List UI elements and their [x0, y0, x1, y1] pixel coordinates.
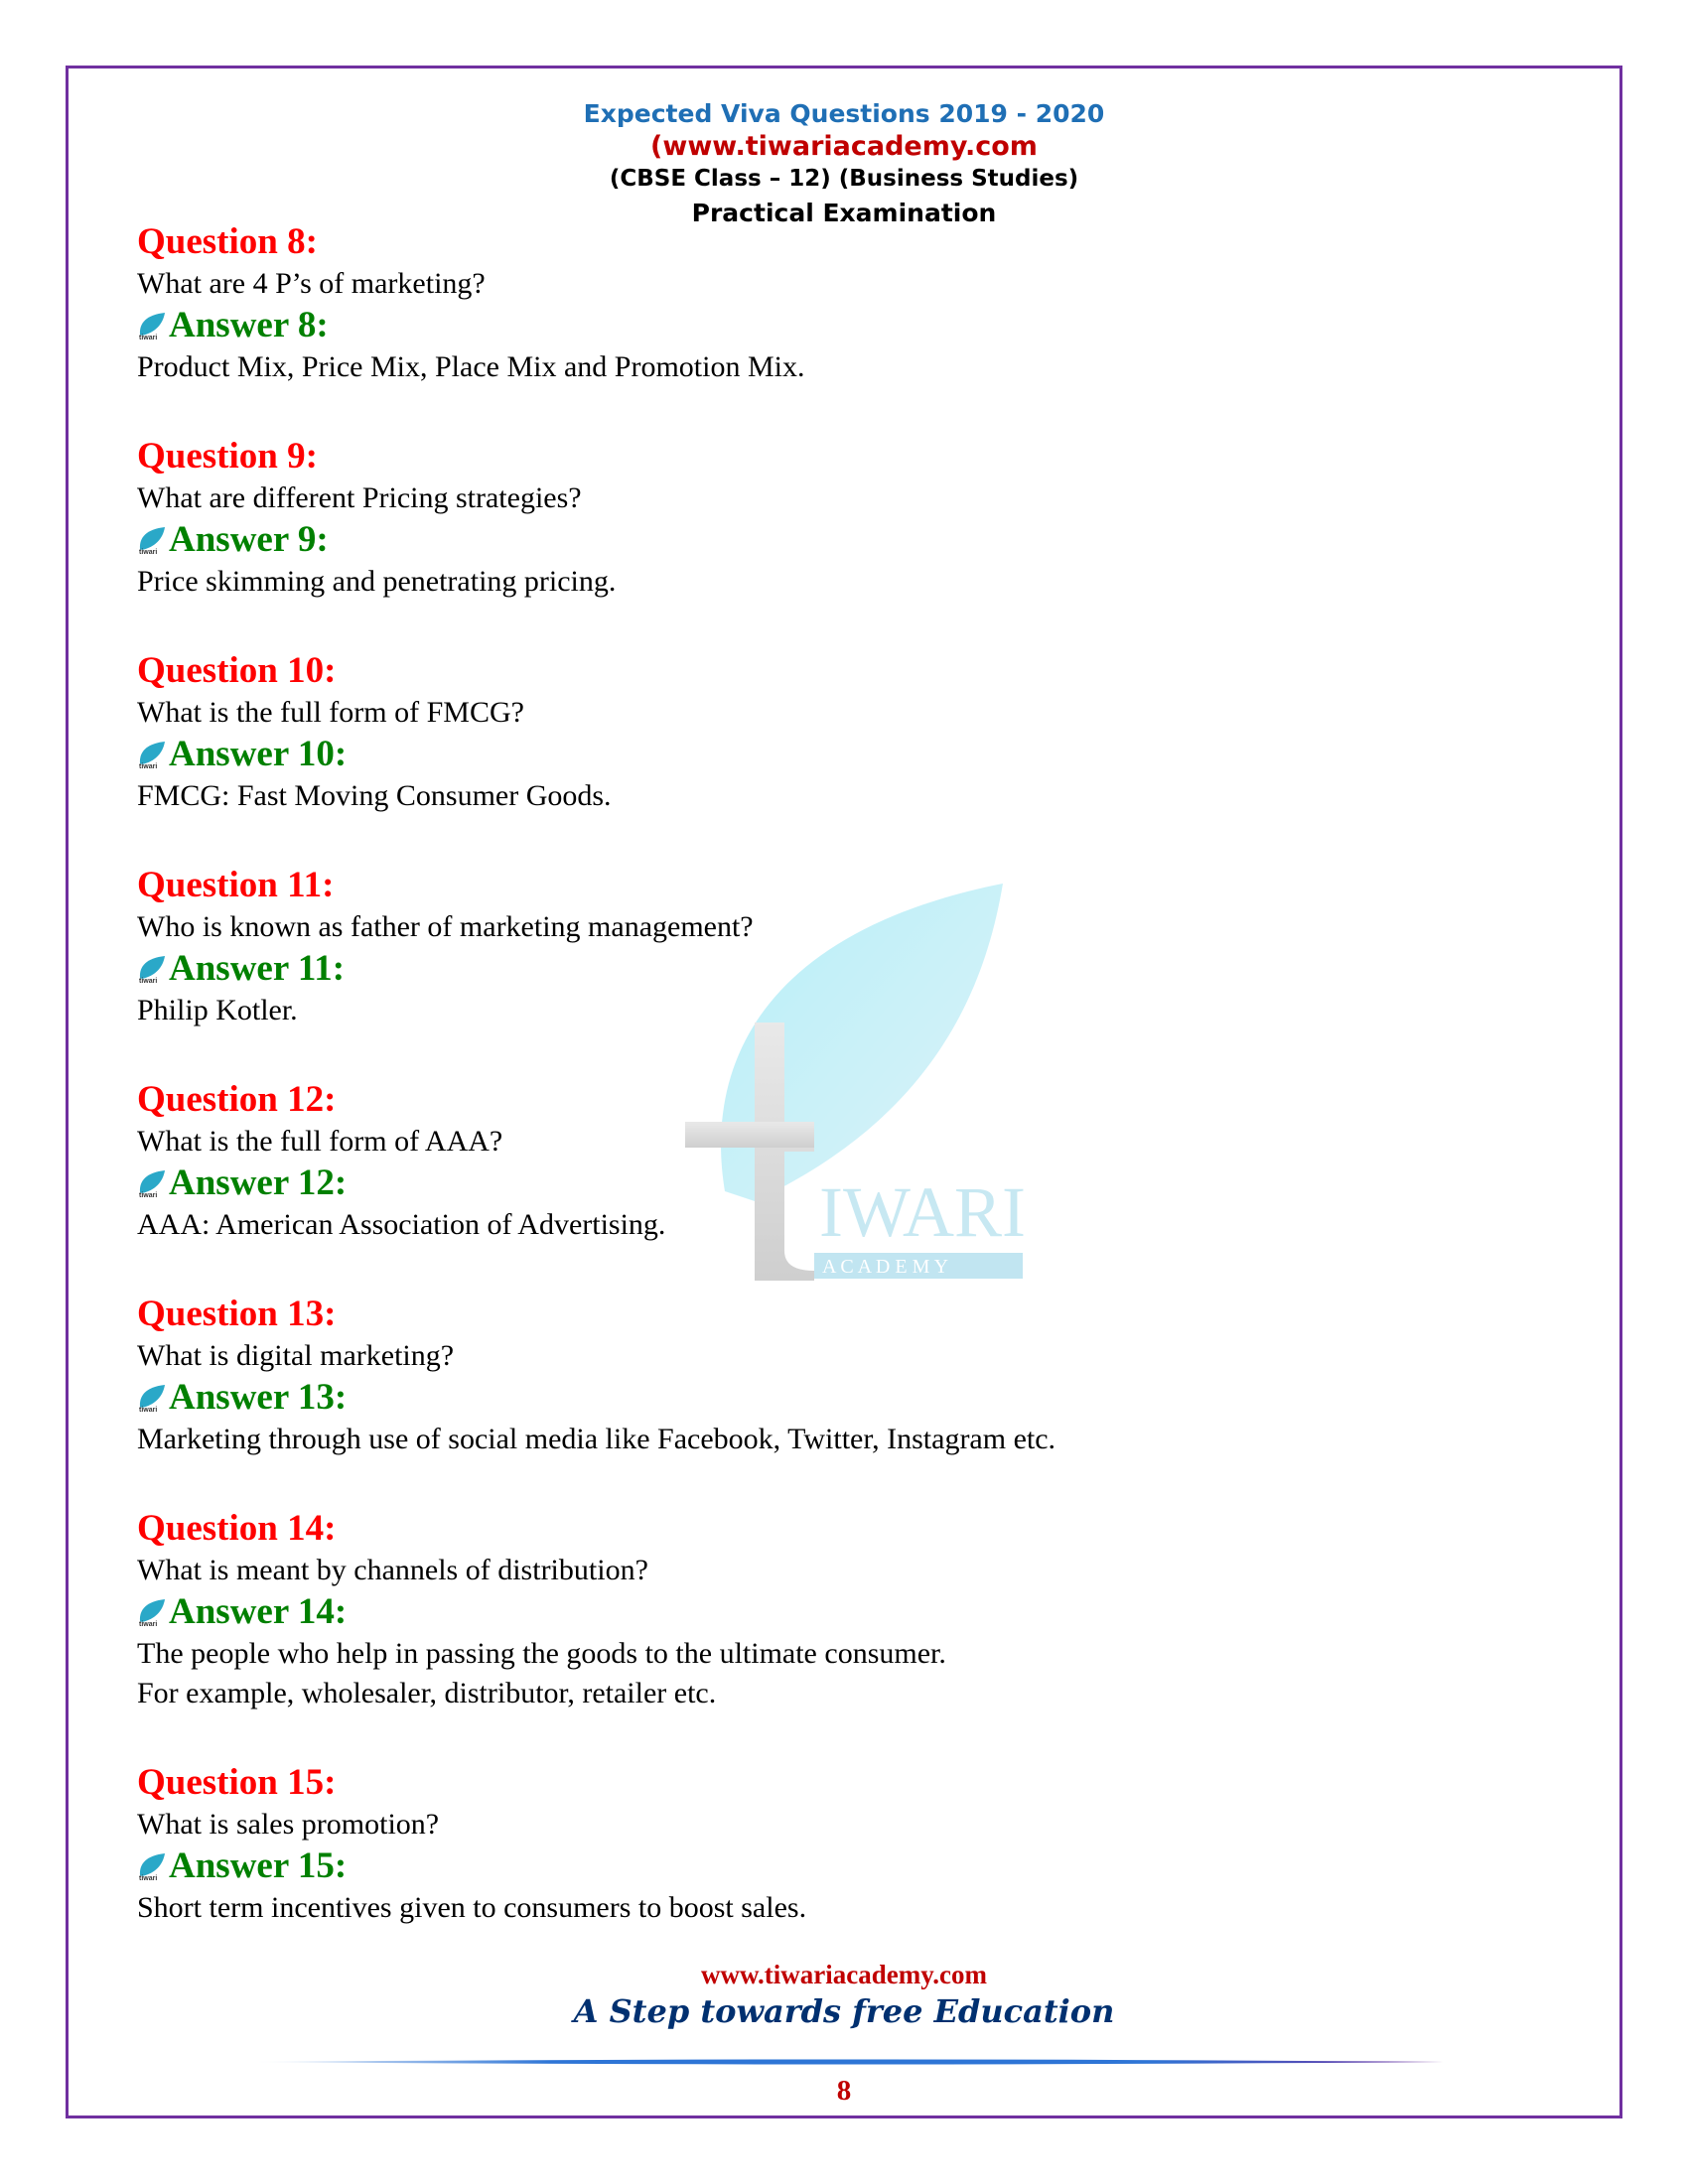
qa-item — [137, 1761, 1547, 1928]
svg-text:tiwari: tiwari — [139, 763, 158, 769]
answer-text: The people who help in passing the goods to the ultimate consumer. — [137, 1637, 946, 1670]
answer-heading-row — [137, 1376, 1547, 1420]
answer-heading: Answer 15: — [169, 1845, 348, 1886]
svg-text:tiwari: tiwari — [139, 1407, 158, 1413]
answer-text-line-2: For example, wholesaler, distributor, retailer etc. — [137, 1677, 717, 1709]
qa-item — [137, 1507, 1547, 1713]
question-heading: Question 12: — [137, 1079, 337, 1120]
svg-text:tiwari: tiwari — [139, 978, 158, 984]
answer-heading-row — [137, 947, 1547, 991]
tiwari-leaf-icon — [137, 1851, 167, 1881]
question-text: What are different Pricing strategies? — [137, 481, 582, 514]
answer-text: Philip Kotler. — [137, 994, 298, 1026]
question-heading: Question 13: — [137, 1294, 337, 1334]
watermark-brand: IWARI — [819, 1172, 1026, 1252]
question-heading: Question 14: — [137, 1508, 337, 1549]
question-text: What is digital marketing? — [137, 1339, 455, 1372]
svg-text:tiwari: tiwari — [139, 549, 158, 555]
answer-heading: Answer 14: — [169, 1591, 348, 1632]
answer-heading: Answer 9: — [169, 519, 329, 560]
qa-item — [137, 1293, 1547, 1459]
qa-item — [137, 649, 1547, 816]
question-heading: Question 9: — [137, 436, 318, 477]
qa-item — [137, 864, 1547, 1030]
footer-website-link[interactable]: www.tiwariacademy.com — [701, 1960, 987, 1989]
tiwari-leaf-icon — [137, 1168, 167, 1198]
question-heading: Question 8: — [137, 221, 318, 262]
answer-text: Short term incentives given to consumers to boost sales. — [137, 1891, 807, 1924]
question-text: Who is known as father of marketing management? — [137, 910, 754, 943]
answer-text: Marketing through use of social media like Facebook, Twitter, Instagram etc. — [137, 1423, 1056, 1455]
question-text: What is sales promotion? — [137, 1808, 440, 1841]
qa-item — [137, 220, 1547, 387]
answer-text: AAA: American Association of Advertising. — [137, 1208, 666, 1241]
question-text: What is the full form of FMCG? — [137, 696, 524, 729]
header-title: Expected Viva Questions 2019 - 2020 — [583, 99, 1105, 128]
answer-heading-row — [137, 1844, 1547, 1888]
question-heading: Question 15: — [137, 1762, 337, 1803]
answer-text: Product Mix, Price Mix, Place Mix and Promotion Mix. — [137, 350, 805, 383]
header-class-subject: (CBSE Class – 12) (Business Studies) — [609, 166, 1079, 192]
answer-heading: Answer 11: — [169, 948, 346, 989]
qa-item — [137, 1078, 1547, 1245]
qa-item — [137, 435, 1547, 602]
qa-content — [137, 220, 1547, 1976]
footer-tagline: A Step towards free Education — [573, 1992, 1115, 2030]
question-text: What are 4 P’s of marketing? — [137, 267, 486, 300]
tiwari-leaf-icon — [137, 740, 167, 769]
tiwari-leaf-icon — [137, 1597, 167, 1627]
page-number: 8 — [836, 2075, 852, 2107]
tiwari-leaf-icon — [137, 525, 167, 555]
question-heading: Question 11: — [137, 865, 335, 905]
svg-text:tiwari: tiwari — [139, 1875, 158, 1881]
answer-heading-row — [137, 1161, 1547, 1205]
answer-heading-row — [137, 733, 1547, 776]
answer-heading-row — [137, 518, 1547, 562]
watermark-sub: A C A D E M Y — [822, 1256, 949, 1278]
svg-text:tiwari: tiwari — [139, 1621, 158, 1627]
svg-text:tiwari: tiwari — [139, 335, 158, 341]
answer-heading: Answer 13: — [169, 1377, 348, 1418]
answer-heading: Answer 10: — [169, 734, 348, 774]
answer-heading: Answer 12: — [169, 1162, 348, 1203]
answer-text: FMCG: Fast Moving Consumer Goods. — [137, 779, 612, 812]
header-exam: Practical Examination — [691, 199, 997, 227]
answer-text: Price skimming and penetrating pricing. — [137, 565, 617, 598]
footer-divider — [252, 2059, 1444, 2065]
page-footer — [0, 1958, 1688, 2031]
question-text: What is meant by channels of distribution? — [137, 1554, 648, 1586]
answer-heading-row — [137, 1590, 1547, 1634]
svg-text:tiwari: tiwari — [139, 1192, 158, 1198]
answer-heading: Answer 8: — [169, 305, 329, 345]
tiwari-leaf-icon — [137, 311, 167, 341]
answer-heading-row — [137, 304, 1547, 347]
page-header — [0, 97, 1688, 231]
header-website: (www.tiwariacademy.com — [650, 131, 1038, 162]
tiwari-leaf-icon — [137, 954, 167, 984]
question-heading: Question 10: — [137, 650, 337, 691]
question-text: What is the full form of AAA? — [137, 1125, 503, 1158]
tiwari-leaf-icon — [137, 1383, 167, 1413]
